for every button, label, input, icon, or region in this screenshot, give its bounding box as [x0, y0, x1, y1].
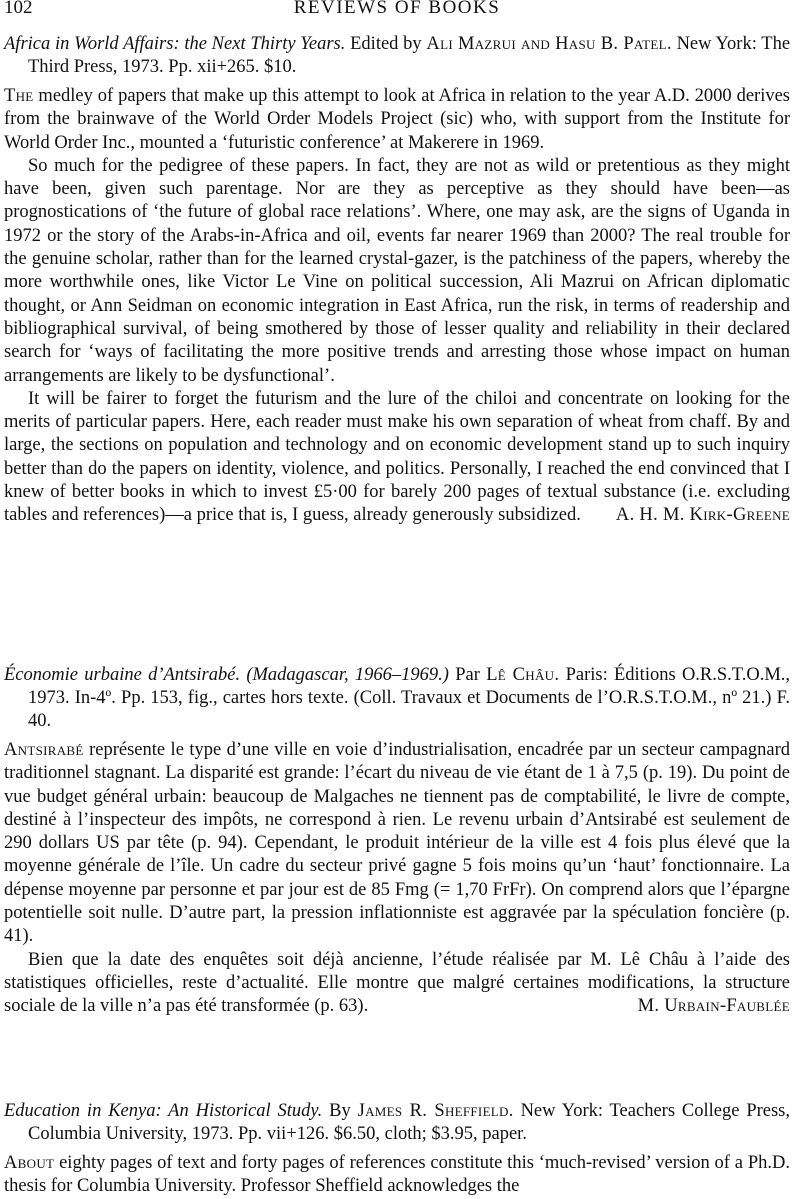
- running-title: REVIEWS OF BOOKS: [293, 0, 501, 18]
- page-number: 102: [4, 0, 33, 18]
- publication-details: Paris: Éditions O.R.S.T.O.M., 1973. In-4º. Pp. 153, fig., cartes hors texte. (Coll. Travaux et Documents de l’O.R.S.T.O.M., nº 21.) F. 40.: [28, 665, 791, 731]
- page-header: [4, 0, 790, 26]
- citation: [4, 1100, 790, 1146]
- book-authors: Lê Châu.: [486, 665, 560, 685]
- book-authors: Ali Mazrui and Hasu B. Patel.: [426, 34, 672, 54]
- by-text: By: [329, 1101, 351, 1121]
- book-title: Africa in World Affairs: the Next Thirty Years.: [4, 34, 346, 54]
- citation: [4, 664, 790, 733]
- citation: [4, 33, 790, 79]
- by-text: Edited by: [350, 34, 422, 54]
- review-economie-urbaine: [4, 664, 790, 1019]
- reviewer-name: A. H. M. Kirk-Greene: [615, 505, 790, 526]
- publication-details: New York: Teachers College Press, Columbia University, 1973. Pp. vii+126. $6.50, cloth; $3.95, paper.: [28, 1101, 791, 1144]
- review-paragraph: It will be fairer to forget the futurism and the lure of the chiloi and concentrate on looking for the merits of particular papers. Here, each reader must make his own separation of wheat from chaff. By and large, the sections on population and technology and on economic development stand up to such inquiry better than do the papers on identity, violence, and politics. Personally, I reached the end convinced that I knew of better books in which to invest £5·00 for barely 200 pages of textual substance (i.e. excluding tables and references)—a price that is, I guess, already generously subsidized. A. H. M. Kirk-Greene: [4, 388, 790, 528]
- book-authors: James R. Sheffield.: [357, 1101, 514, 1121]
- reviewer-name: M. Urbain-Faublée: [637, 996, 790, 1017]
- book-title: Économie urbaine d’Antsirabé. (Madagascar, 1966–1969.): [4, 665, 449, 685]
- book-title: Education in Kenya: An Historical Study.: [4, 1101, 323, 1121]
- review-education-kenya: [4, 1100, 790, 1199]
- review-paragraph: About eighty pages of text and forty pages of references constitute this ‘much-revised’ version of a Ph.D. thesis for Columbia University. Professor Sheffield acknowledges the: [4, 1153, 790, 1197]
- review-paragraph: So much for the pedigree of these papers. In fact, they are not as wild or pretentious as they might have been, given such parentage. Nor are they as perceptive as they should have been—as prognostications of ‘the future of global race relations’. Where, one may ask, are the signs of Uganda in 1972 or the story of the Arabs-in-Africa and oil, events far nearer 1969 than 2000? The real trouble for the genuine scholar, rather than for the learned crystal-gazer, is the patchiness of the papers, whereby the more worthwhile ones, like Victor Le Vine on political succession, Ali Mazrui on African diplomatic thought, or Ann Seidman on economic integration in East Africa, run the risk, in terms of readership and bibliographical survival, of being smothered by those of lesser quality and reliability in their declared search for ‘ways of facilitating the more positive trends and arresting those whose impact on human arrangements are likely to be dysfunctional’.: [4, 155, 790, 386]
- review-paragraph: The medley of papers that make up this attempt to look at Africa in relation to the year A.D. 2000 derives from the brainwave of the World Order Models Project (sic) who, with support from the Institute for World Order Inc., mounted a ‘futuristic conference’ at Makerere in 1969.: [4, 86, 790, 153]
- review-paragraph: Bien que la date des enquêtes soit déjà ancienne, l’étude réalisée par M. Lê Châu à l’aide des statistiques officielles, reste d’actualité. Elle montre que malgré certaines modifications, la structure sociale de la ville n’a pas été transformée (p. 63). M. Urbain-Faublée: [4, 949, 790, 1019]
- publication-details: New York: The Third Press, 1973. Pp. xii+265. $10.: [28, 34, 791, 77]
- review-africa-world-affairs: [4, 33, 790, 528]
- review-paragraph: Antsirabé représente le type d’une ville en voie d’industrialisation, encadrée par un secteur campagnard traditionnel stagnant. La disparité est grande: l’écart du niveau de vie étant de 1 à 7,5 (p. 19). Du point de vue budget général urbain: beaucoup de Malgaches ne tiennent pas de comptabilité, le livre de compte, destiné à l’inspecteur des impôts, ne correspond à rien. Le revenu urbain d’Antsirabé est seulement de 290 dollars US par tête (p. 94). Cependant, le produit intérieur de la ville est 4 fois plus élevé que la moyenne générale de l’île. Un cadre du secteur privé gagne 5 fois moins qu’un ‘haut’ fonctionnaire. La dépense moyenne par personne et par jour est de 85 Fmg (= 1,70 FrFr). On comprend alors que l’épargne potentielle soit nulle. D’autre part, la pression inflationniste est aggravée par la spéculation foncière (p. 41).: [4, 740, 790, 947]
- by-text: Par: [455, 665, 480, 685]
